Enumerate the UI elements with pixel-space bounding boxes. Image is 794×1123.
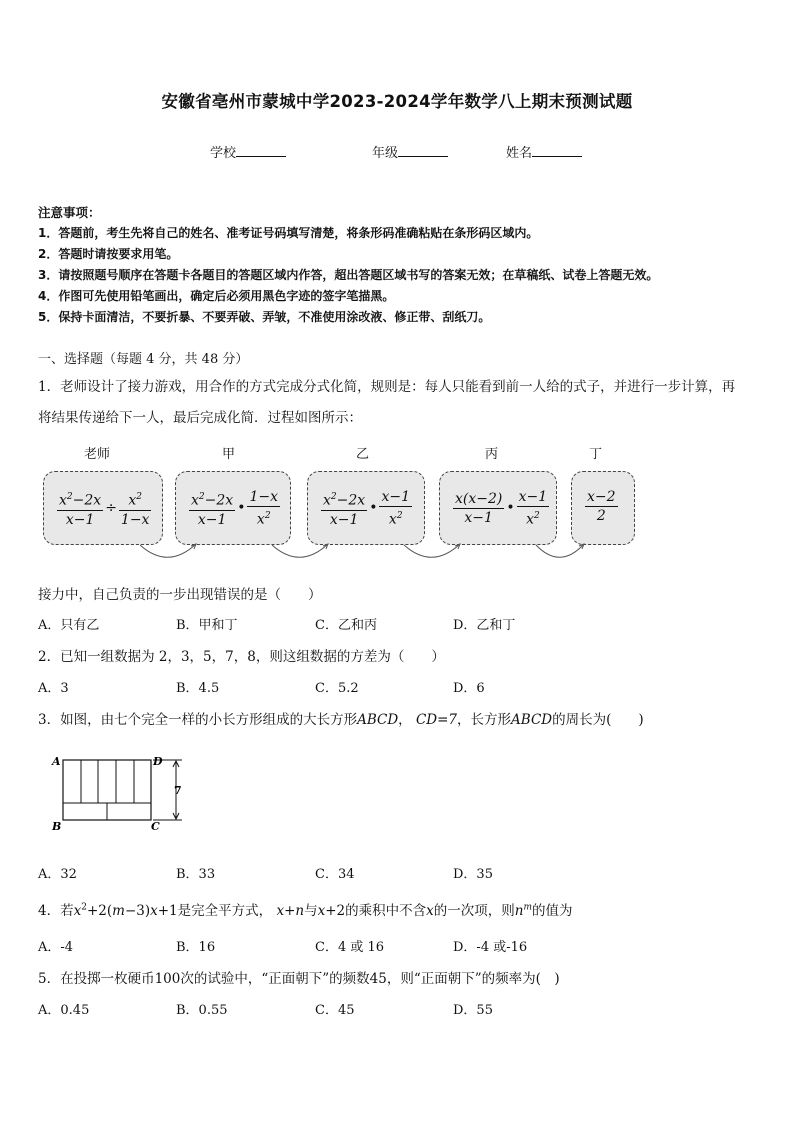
q4-mid2: 与 xyxy=(304,903,318,919)
q3-text-a: 3．如图，由七个完全一样的小长方形组成的大长方形 xyxy=(38,712,358,728)
q3-option-d[interactable]: D．35 xyxy=(453,867,493,882)
q3-text-c: ，长方形 xyxy=(457,712,512,728)
fig-label-c: C xyxy=(151,820,160,833)
q3-option-a[interactable]: A．32 xyxy=(38,867,77,882)
fig-length: 7 xyxy=(174,784,182,797)
q4-text: 4．若$x^2+2(m-3)x+1$是完全平方式， x+n与x+2的乘积中不含x的一次项，则$n^m$的值为 xyxy=(38,902,573,919)
q4-mid1: 是完全平方式， xyxy=(177,903,273,919)
q5-option-c[interactable]: C．45 xyxy=(315,1003,355,1018)
q3-text-d: 的周长为( ) xyxy=(552,712,644,728)
q3-abcd-2: ABCD xyxy=(511,712,553,728)
section-heading: 一、选择题（每题 4 分，共 48 分） xyxy=(38,352,249,367)
note-2: 2．答题时请按要求用笔。 xyxy=(38,247,179,261)
q4-mid4: 的一次项，则 xyxy=(433,903,515,919)
q2-text: 2．已知一组数据为 2，3，5，7，8，则这组数据的方差为（ ） xyxy=(38,649,445,665)
page-title: 安徽省亳州市蒙城中学2023-2024学年数学八上期末预测试题 xyxy=(161,92,633,111)
grade-label: 年级 xyxy=(372,146,399,161)
q5-text: 5．在投掷一枚硬币100次的试验中，“正面朝下”的频数45，则“正面朝下”的频率为( ) xyxy=(38,971,560,987)
q3-option-c[interactable]: C．34 xyxy=(315,867,355,882)
q4-pre: 4．若 xyxy=(38,903,74,919)
note-1: 1．答题前，考生先将自己的姓名、准考证号码填写清楚，将条形码准确粘贴在条形码区域内。 xyxy=(38,226,539,240)
label-yi: 乙 xyxy=(356,447,370,462)
q1-line1: 1．老师设计了接力游戏，用合作的方式完成分式化简，规则是：每人只能看到前一人给的式子，并进行一步计算，再 xyxy=(38,379,736,395)
q2-option-c[interactable]: C．5.2 xyxy=(315,681,359,696)
expr-bing: $\frac{x(x-2)}{x-1}$ • $\frac{x-1}{x^2}$ xyxy=(455,489,548,528)
q1-question: 接力中，自己负责的一步出现错误的是（ ） xyxy=(38,587,322,603)
q4-option-d[interactable]: D．-4 或-16 xyxy=(453,940,528,955)
q2-option-d[interactable]: D．6 xyxy=(453,681,485,696)
q3-option-b[interactable]: B．33 xyxy=(176,867,216,882)
q4-option-c[interactable]: C．4 或 16 xyxy=(315,940,385,955)
q4-option-b[interactable]: B．16 xyxy=(176,940,216,955)
expr-yi: $\frac{x^2-2x}{x-1}$ • $\frac{x-1}{x^2}$ xyxy=(323,489,410,528)
fig-label-d: D xyxy=(153,755,163,768)
expr-jia: $\frac{x^2-2x}{x-1}$ • $\frac{1-x}{x^2}$ xyxy=(191,489,278,528)
q1-option-c[interactable]: C．乙和丙 xyxy=(315,618,377,633)
q3-abcd: ABCD xyxy=(357,712,399,728)
q5-option-d[interactable]: D．55 xyxy=(453,1003,493,1018)
name-label: 姓名 xyxy=(506,146,533,161)
q3-cd: CD=7 xyxy=(415,712,458,728)
note-5: 5．保持卡面清洁，不要折暴、不要弄破、弄皱，不准使用涂改液、修正带、刮纸刀。 xyxy=(38,310,491,324)
q5-option-b[interactable]: B．0.55 xyxy=(176,1003,228,1018)
q4-end: 的值为 xyxy=(531,903,573,919)
q4-option-a[interactable]: A．-4 xyxy=(38,940,74,955)
q1-option-a[interactable]: A．只有乙 xyxy=(38,618,100,633)
expr-teacher: $\frac{x^2-2x}{x-1}$ ÷ $\frac{x^2}{1-x}$ xyxy=(56,488,152,529)
q4-mid3: 的乘积中不含 xyxy=(345,903,427,919)
label-jia: 甲 xyxy=(222,447,236,462)
notes-heading: 注意事项： xyxy=(38,205,101,220)
expr-ding: $\frac{x-2}{2}$ xyxy=(587,489,616,524)
label-bing: 丙 xyxy=(485,447,499,462)
q1-option-b[interactable]: B．甲和丁 xyxy=(176,618,238,633)
q1-line2: 将结果传递给下一人，最后完成化简．过程如图所示： xyxy=(38,410,362,426)
q2-option-b[interactable]: B．4.5 xyxy=(176,681,220,696)
q1-option-d[interactable]: D．乙和丁 xyxy=(453,618,516,633)
label-ding: 丁 xyxy=(589,447,603,462)
q5-option-a[interactable]: A．0.45 xyxy=(38,1003,90,1018)
q3-text-b: ， xyxy=(398,712,412,728)
q2-option-a[interactable]: A．3 xyxy=(38,681,69,696)
label-teacher: 老师 xyxy=(84,447,111,462)
note-4: 4．作图可先使用铅笔画出，确定后必须用黑色字迹的签字笔描黑。 xyxy=(38,289,395,303)
note-3: 3．请按照题号顺序在答题卡各题目的答题区域内作答，超出答题区域书写的答案无效；在草稿纸、试卷上答题无效。 xyxy=(38,268,659,282)
fig-label-b: B xyxy=(52,820,62,833)
school-label: 学校 xyxy=(210,146,237,161)
fig-label-a: A xyxy=(52,755,61,768)
